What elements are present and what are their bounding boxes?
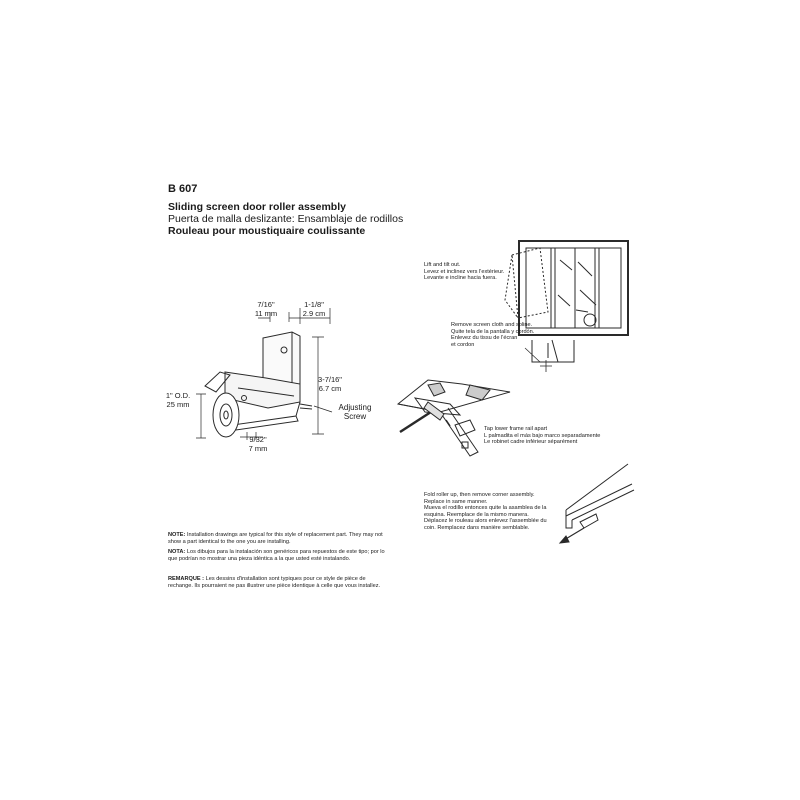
step3-line-3: Le robinet cadre inférieur séparément	[484, 439, 578, 446]
corner-removal-drawing	[560, 464, 634, 543]
step3-line-1: Tap lower frame rail apart	[484, 426, 548, 432]
dim-7-16-in: 7/16"	[257, 300, 275, 309]
step1-line-fr: Levez et inclinez vers l'extérieur.	[424, 268, 505, 275]
step4-line-5: Déplacez le rouleau alors enlevez l'assemblée du	[424, 518, 547, 525]
step2-line-3: Enlevez du tissu de l'écran	[451, 335, 518, 342]
note-spanish	[168, 549, 390, 562]
model-number: B 607	[168, 183, 198, 195]
note-spanish-text: Los dibujos para la instalación son genéricos para repuestos de este tipo; por lo que podrían no mostrar una pieza idéntica a la que usted esté instalando.	[168, 549, 385, 562]
step4-caption	[424, 492, 547, 532]
title-english: Sliding screen door roller assembly	[168, 201, 346, 213]
step1-caption	[424, 262, 504, 282]
dim-3-7-16-in: 3-7/16"	[318, 375, 342, 384]
note-spanish-label: NOTA:	[168, 549, 186, 555]
step4-line-4: esquina. Reemplace de la mismo manera.	[424, 511, 529, 518]
roller-assembly-drawing	[196, 308, 332, 440]
dim-9-32-mm: 7 mm	[248, 443, 268, 453]
note-french-label: REMARQUE :	[168, 576, 205, 582]
dim-1-1-8	[294, 301, 334, 318]
note-french-text: Les dessins d'installation sont typiques pour ce style de pièce de rechange. Ils pourraient ne pas illustrer une pièce identique à celle que vous installez.	[168, 576, 381, 589]
dim-7-16-mm: 11 mm	[254, 308, 278, 318]
dim-9-32-in: 9/32"	[249, 435, 267, 444]
dim-1-1-8-cm: 2.9 cm	[302, 308, 326, 318]
step4-line-6: coin. Remplacez dans manière semblable.	[424, 524, 530, 531]
adjusting-screw-label	[330, 404, 380, 421]
step4-line-3: Mueva el rodillo entonces quite la asamblea de la	[424, 505, 547, 512]
step3-line-2: L palmadita el más bajo marco separadamente	[484, 432, 601, 439]
note-french	[168, 576, 390, 589]
adjusting-screw-line1: Adjusting	[338, 403, 372, 412]
dim-1-1-8-in: 1-1/8"	[304, 300, 324, 309]
step2-caption	[451, 322, 534, 348]
note-english	[168, 532, 390, 545]
dim-3-7-16-cm: 6.7 cm	[318, 383, 342, 393]
dim-1-od	[158, 392, 198, 409]
dim-9-32	[238, 436, 278, 453]
dim-1-od-mm: 25 mm	[166, 399, 190, 409]
adjusting-screw-line2: Screw	[343, 411, 367, 421]
note-english-label: NOTE:	[168, 532, 186, 538]
dim-1-od-in: 1" O.D.	[165, 391, 191, 400]
window-drawing	[505, 241, 628, 335]
step3-caption	[484, 426, 600, 446]
step4-line-1: Fold roller up, then remove corner assembly.	[424, 492, 535, 498]
step1-line-en: Lift and tilt out.	[424, 262, 461, 268]
step2-line-4: et cordon	[451, 341, 475, 348]
step4-line-2: Replace in same manner.	[424, 498, 488, 505]
dim-3-7-16	[310, 376, 350, 393]
note-english-text: Installation drawings are typical for this style of replacement part. They may not show a part identical to the one you are installing.	[168, 532, 383, 545]
title-french: Rouleau pour moustiquaire coulissante	[168, 225, 366, 237]
dim-7-16	[246, 301, 286, 318]
step2-line-1: Remove screen cloth and spline.	[451, 322, 533, 328]
step1-line-es: Levante e incline hacia fuera.	[424, 275, 497, 282]
title-spanish: Puerta de malla deslizante: Ensamblaje de rodillos	[168, 213, 404, 225]
step2-line-2: Quite tela de la pantalla y cordón.	[451, 328, 535, 335]
